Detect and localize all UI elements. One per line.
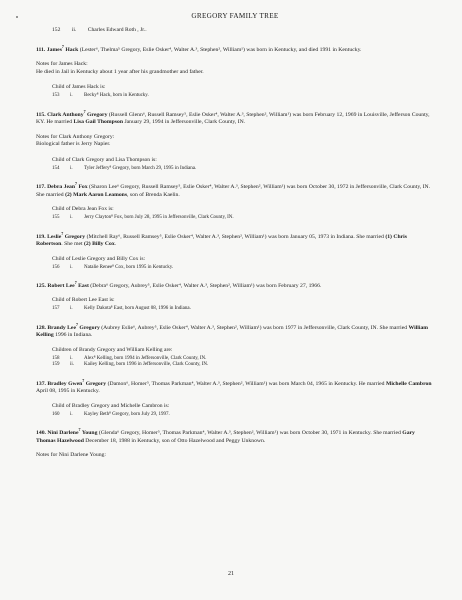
entry-number: 128. bbox=[36, 324, 46, 331]
child-text: Becky⁸ Hack, born in Kentucky. bbox=[84, 93, 149, 99]
entry-spouse: (1) Chris Robertson bbox=[36, 233, 407, 248]
child-row bbox=[52, 412, 434, 419]
entry-surname: Gregory bbox=[87, 111, 108, 118]
child-number: 154 bbox=[52, 165, 60, 171]
child-row bbox=[52, 166, 434, 173]
child-number: 156 bbox=[52, 264, 60, 270]
notes-block bbox=[36, 61, 434, 76]
children-block bbox=[36, 84, 434, 100]
entry-details: (Glenda⁶ Gregory, Homer⁵, Thomas Parkman⁴, Walter A.³, Stephen², William¹) was born October 30, 1971 in Kentucky. She married bbox=[97, 430, 403, 437]
entry-given-name: Clark Anthony bbox=[47, 111, 84, 118]
notes-heading: Notes for James Hack: bbox=[36, 61, 88, 68]
notes-heading: Notes for Clark Anthony Gregory: bbox=[36, 133, 115, 140]
entry-given-name: Nini Darlene bbox=[47, 430, 79, 437]
child-text: Kayley Beth⁸ Gregory, born July 29, 1997. bbox=[84, 411, 170, 417]
entry-generation: 7 bbox=[74, 280, 77, 286]
child-row bbox=[52, 215, 434, 222]
child-roman: i. bbox=[70, 411, 73, 417]
entry-number: 137. bbox=[36, 380, 46, 387]
person-entry bbox=[36, 377, 434, 396]
children-heading: Child of Clark Gregory and Lisa Thompson is: bbox=[52, 156, 157, 163]
entry-surname: Fox bbox=[78, 184, 88, 191]
entry-given-name: Robert Lee bbox=[47, 282, 75, 289]
entry-details: (Mitchell Ray⁶, Russell Ramsey⁵, Eslie Osker⁴, Walter A.³, Stephen², William¹) was born January 05, 1973 in Indiana. She married bbox=[85, 233, 386, 240]
children-block bbox=[36, 347, 434, 369]
entry-details-after: 1996 in Indiana. bbox=[53, 332, 93, 339]
family-sections bbox=[36, 43, 434, 460]
entry-surname: East bbox=[78, 282, 89, 289]
entry-details-after: December 18, 1988 in Kentucky, son of Otto Hazelwood and Peggy Unknown. bbox=[83, 437, 266, 444]
child-number: 158 bbox=[52, 355, 60, 361]
entry-details-after: . She met bbox=[61, 241, 85, 248]
entry-details-after: April 08, 1995 in Kentucky. bbox=[36, 388, 100, 395]
person-entry bbox=[36, 426, 434, 445]
children-heading: Child of Debra Jean Fox is: bbox=[52, 206, 114, 213]
person-entry bbox=[36, 180, 434, 199]
child-number: 160 bbox=[52, 411, 60, 417]
entry-surname: Gregory bbox=[85, 380, 107, 387]
person-entry bbox=[36, 43, 434, 54]
children-heading: Child of Robert Lee East is: bbox=[52, 297, 115, 304]
entry-number: 111. bbox=[36, 46, 46, 53]
page-number: 21 bbox=[228, 571, 234, 577]
child-roman: i. bbox=[70, 165, 73, 171]
child-number: 159 bbox=[52, 362, 60, 368]
child-text: Jerry Clayton⁸ Fox, born July 28, 1995 in Jeffersonville, Clark County, IN. bbox=[84, 215, 234, 221]
person-entry bbox=[36, 230, 434, 249]
notes-text: He died in Jail in Kentucky about 1 year after his grandmother and father. bbox=[36, 68, 204, 75]
entry-generation: 7 bbox=[82, 377, 85, 383]
entry-generation: 7 bbox=[61, 44, 64, 49]
entry-generation: 7 bbox=[83, 108, 86, 114]
person-entry bbox=[36, 321, 434, 340]
entry-surname: Young bbox=[81, 430, 98, 437]
child-text: Kelly Dakota⁸ East, born August 08, 1996 in Indiana. bbox=[84, 306, 191, 312]
entry-details-after: January 29, 1994 in Jeffersonville, Clark County, IN. bbox=[123, 119, 246, 126]
notes-text: Biological father is Jerry Napier. bbox=[36, 141, 111, 148]
lead-child-text: Charles Edward Roth , Jr.. bbox=[87, 27, 147, 33]
entry-spouse: (2) Mark Aaron Leamons bbox=[65, 191, 128, 198]
notes-block bbox=[36, 134, 434, 149]
child-row bbox=[52, 306, 434, 313]
entry-surname: Gregory bbox=[64, 233, 86, 240]
children-heading: Child of Leslie Gregory and Billy Cox is: bbox=[52, 255, 146, 262]
entry-spouse: Gary Thomas Hazelwood bbox=[36, 430, 415, 444]
children-heading: Child of Bradley Gregory and Michelle Cambron is: bbox=[52, 402, 170, 409]
entry-given-name: Debra Jean bbox=[47, 184, 76, 191]
entry-surname: Gregory bbox=[79, 324, 100, 331]
notes-heading: Notes for Nini Darlene Young: bbox=[36, 452, 106, 459]
entry-number: 115. bbox=[36, 111, 46, 118]
entry-details-end: . bbox=[114, 241, 117, 248]
scan-speck bbox=[16, 16, 18, 18]
person-entry bbox=[36, 279, 434, 290]
entry-given-name: James bbox=[46, 46, 62, 53]
entry-details: (Damon⁶, Homer⁵, Thomas Parkman⁴, Walter A.³, Stephen², William¹) was born March 04, 1965 in Kentucky. He married bbox=[106, 380, 386, 387]
child-row bbox=[52, 93, 434, 100]
lead-child-row bbox=[52, 27, 434, 33]
entry-spouse: William Kelling bbox=[36, 324, 429, 339]
entry-surname: Hack bbox=[65, 46, 79, 53]
child-roman: ii. bbox=[70, 362, 75, 368]
entry-number: 119. bbox=[36, 233, 46, 240]
children-block bbox=[36, 403, 434, 419]
entry-generation: 7 bbox=[61, 230, 64, 236]
entry-details: (Debra⁶ Gregory, Aubrey⁵, Eslie Osker⁴, Walter A.³, Stephen², William¹) was born February 27, 1966. bbox=[88, 282, 322, 289]
children-heading: Child of James Hack is: bbox=[52, 84, 106, 91]
entry-details-after: , son of Brenda Kaelin. bbox=[127, 191, 180, 198]
entry-number: 117. bbox=[36, 184, 46, 191]
notes-block bbox=[36, 452, 434, 460]
entry-given-name: Bradley Gwen bbox=[47, 380, 83, 387]
lead-child-roman: ii. bbox=[71, 27, 77, 33]
child-roman: i. bbox=[70, 355, 73, 361]
entry-generation: 7 bbox=[75, 181, 78, 187]
entry-spouse: Lisa Gail Thompson bbox=[73, 119, 124, 126]
entry-given-name: Leslie bbox=[47, 233, 62, 240]
child-text: Tyler Jeffery⁸ Gregory, born March 29, 1995 in Indiana. bbox=[84, 165, 197, 171]
child-row bbox=[52, 362, 434, 369]
entry-given-name: Brandy Lee bbox=[47, 324, 76, 331]
entry-spouse: Michelle Cambron bbox=[385, 380, 432, 387]
child-text: Natalie Renee⁸ Cox, born 1995 in Kentucky. bbox=[84, 264, 174, 270]
page-header: GREGORY FAMILY TREE bbox=[191, 12, 279, 20]
child-roman: i. bbox=[70, 306, 73, 312]
entry-details: (Lester⁶, Thelma⁵ Gregory, Eslie Osker⁴, Walter A.³, Stephen², William¹) was born in Kentucky, and died 1991 in Kentucky. bbox=[78, 46, 362, 53]
entry-number: 140. bbox=[36, 430, 46, 437]
lead-child-number: 152 bbox=[52, 27, 61, 33]
children-block bbox=[36, 297, 434, 313]
entry-number: 125. bbox=[36, 282, 46, 289]
entry-details: (Sharon Lee⁶ Gregory, Russell Ramsey⁵, Eslie Osker⁴, Walter A.³, Stephen², William¹) was born October 30, 1972 in Jeffersonville, Clark County, IN. She married bbox=[36, 184, 431, 198]
children-block bbox=[36, 157, 434, 173]
person-entry bbox=[36, 108, 434, 127]
child-row bbox=[52, 265, 434, 272]
entry-generation: 7 bbox=[75, 321, 78, 327]
entry-details: (Aubrey Eslie⁶, Aubrey⁵, Eslie Osker⁴, Walter A.³, Stephen², William¹) was born 1977 in Jeffersonville, Clark County, IN. She married bbox=[99, 324, 409, 331]
entry-details: (Russell Glenn⁶, Russell Ramsey⁵, Eslie Osker⁴, Walter A.³, Stephen², William¹) was born February 12, 1969 in Louisville, Jefferson County, KY. He married bbox=[36, 111, 430, 126]
child-text: Kailey Kelling, born 1996 in Jeffersonville, Clark County, IN. bbox=[84, 362, 209, 368]
child-roman: i. bbox=[70, 93, 73, 99]
children-heading: Children of Brandy Gregory and William Kelling are: bbox=[52, 346, 173, 353]
entry-spouse-second: (2) Billy Cox bbox=[84, 241, 115, 248]
children-block bbox=[36, 256, 434, 272]
child-text: Alex⁸ Kelling, born 1994 in Jeffersonville, Clark County, IN. bbox=[84, 355, 207, 361]
child-number: 153 bbox=[52, 93, 60, 99]
child-number: 157 bbox=[52, 306, 60, 312]
child-roman: i. bbox=[70, 264, 73, 270]
entry-generation: 7 bbox=[78, 427, 81, 433]
child-number: 155 bbox=[52, 215, 60, 221]
children-block bbox=[36, 206, 434, 222]
child-roman: i. bbox=[70, 215, 73, 221]
